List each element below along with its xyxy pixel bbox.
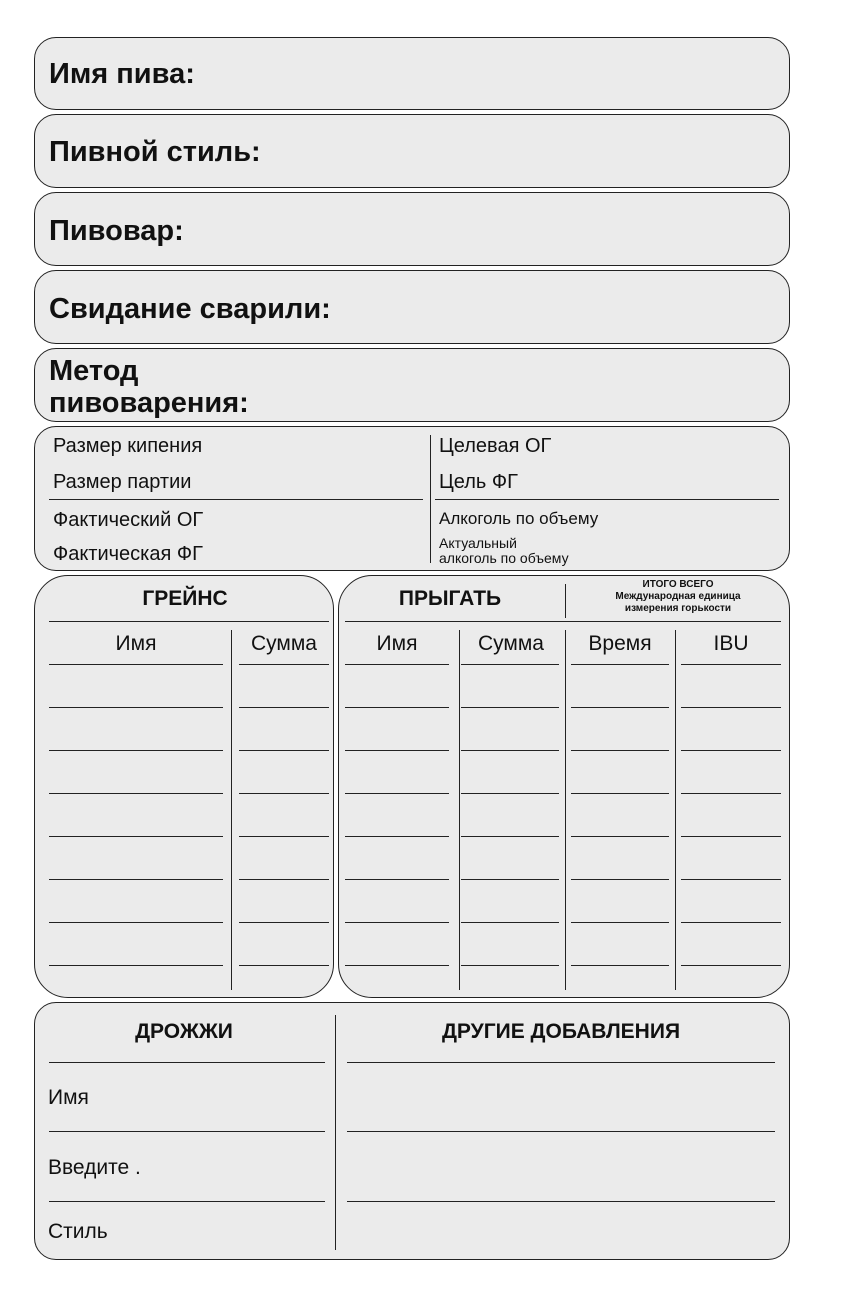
table-row-line[interactable] [239, 836, 329, 837]
table-row-line[interactable] [345, 664, 449, 665]
grains-header-line [49, 621, 329, 622]
table-row-line[interactable] [239, 664, 329, 665]
table-row-line[interactable] [571, 922, 669, 923]
actual-abv-label-2: алкоголь по объему [439, 550, 569, 566]
table-row-line[interactable] [681, 922, 781, 923]
table-row-line[interactable] [461, 965, 559, 966]
brewer-label: Пивовар: [49, 215, 184, 247]
gravity-vertical-divider [430, 435, 431, 563]
yeast-title: ДРОЖЖИ [135, 1020, 233, 1043]
target-og-label: Целевая ОГ [439, 435, 552, 457]
hops-section [338, 575, 790, 998]
table-row-line[interactable] [345, 793, 449, 794]
brew-date-field[interactable] [34, 270, 790, 344]
table-row-line[interactable] [239, 965, 329, 966]
table-row-line[interactable] [461, 922, 559, 923]
gravity-section [34, 426, 790, 571]
hops-col-time: Время [588, 632, 652, 655]
target-fg-label: Цель ФГ [439, 471, 518, 493]
yeast-other-divider [335, 1015, 336, 1250]
other-line-1 [347, 1062, 775, 1063]
table-row-line[interactable] [345, 879, 449, 880]
ibu-header-line-1: ИТОГО ВСЕГО [642, 579, 714, 590]
grains-col-divider [231, 630, 232, 990]
gravity-divider-left [49, 499, 423, 500]
table-row-line[interactable] [681, 836, 781, 837]
table-row-line[interactable] [461, 750, 559, 751]
batch-size-label: Размер партии [53, 471, 192, 493]
gravity-divider-right [435, 499, 779, 500]
table-row-line[interactable] [239, 922, 329, 923]
table-row-line[interactable] [571, 793, 669, 794]
table-row-line[interactable] [571, 965, 669, 966]
table-row-line[interactable] [681, 879, 781, 880]
other-line-3 [347, 1201, 775, 1202]
beer-style-field[interactable] [34, 114, 790, 188]
table-row-line[interactable] [49, 707, 223, 708]
brew-method-label-2: пивоварения: [49, 387, 249, 419]
table-row-line[interactable] [49, 664, 223, 665]
table-row-line[interactable] [461, 707, 559, 708]
yeast-line-1 [49, 1062, 325, 1063]
table-row-line[interactable] [571, 664, 669, 665]
beer-name-field[interactable] [34, 37, 790, 110]
ibu-header-line-2: Международная единица [615, 591, 741, 602]
table-row-line[interactable] [345, 707, 449, 708]
other-line-2 [347, 1131, 775, 1132]
hops-col-divider-1 [459, 630, 460, 990]
hops-col-ibu: IBU [713, 632, 749, 655]
table-row-line[interactable] [49, 793, 223, 794]
grains-title: ГРЕЙНС [142, 587, 228, 610]
yeast-type-label: Введите . [48, 1156, 141, 1179]
hops-title: ПРЫГАТЬ [398, 587, 502, 610]
table-row-line[interactable] [239, 707, 329, 708]
hops-ibu-header-divider [565, 584, 566, 618]
table-row-line[interactable] [681, 664, 781, 665]
table-row-line[interactable] [345, 836, 449, 837]
table-row-line[interactable] [681, 793, 781, 794]
yeast-other-section [34, 1002, 790, 1260]
table-row-line[interactable] [571, 836, 669, 837]
table-row-line[interactable] [239, 750, 329, 751]
hops-ibu-header [567, 579, 789, 615]
table-row-line[interactable] [239, 879, 329, 880]
table-row-line[interactable] [571, 707, 669, 708]
table-row-line[interactable] [681, 750, 781, 751]
boil-size-label: Размер кипения [53, 435, 203, 457]
table-row-line[interactable] [571, 750, 669, 751]
brew-date-label: Свидание сварили: [49, 293, 331, 325]
other-additions-title: ДРУГИЕ ДОБАВЛЕНИЯ [441, 1020, 681, 1043]
hops-col-divider-3 [675, 630, 676, 990]
table-row-line[interactable] [461, 836, 559, 837]
grains-section [34, 575, 334, 998]
table-row-line[interactable] [461, 664, 559, 665]
table-row-line[interactable] [345, 922, 449, 923]
abv-label: Алкоголь по объему [439, 509, 599, 528]
table-row-line[interactable] [49, 879, 223, 880]
actual-fg-label: Фактическая ФГ [53, 543, 203, 565]
hops-header-line [345, 621, 781, 622]
hops-col-divider-2 [565, 630, 566, 990]
yeast-line-3 [49, 1201, 325, 1202]
beer-name-label: Имя пива: [49, 58, 195, 90]
table-row-line[interactable] [681, 707, 781, 708]
hops-col-name: Имя [376, 632, 418, 655]
ibu-header-line-3: измерения горькости [624, 603, 732, 614]
table-row-line[interactable] [461, 879, 559, 880]
table-row-line[interactable] [49, 922, 223, 923]
table-row-line[interactable] [681, 965, 781, 966]
brewer-field[interactable] [34, 192, 790, 266]
table-row-line[interactable] [461, 793, 559, 794]
table-row-line[interactable] [49, 750, 223, 751]
table-row-line[interactable] [49, 836, 223, 837]
table-row-line[interactable] [49, 965, 223, 966]
actual-abv-label-1: Актуальный [439, 535, 517, 551]
beer-style-label: Пивной стиль: [49, 136, 261, 168]
table-row-line[interactable] [345, 965, 449, 966]
brew-method-field[interactable] [34, 348, 790, 422]
table-row-line[interactable] [239, 793, 329, 794]
hops-col-amount: Сумма [478, 632, 544, 655]
actual-og-label: Фактический ОГ [53, 509, 204, 531]
brew-method-label-1: Метод [49, 355, 139, 387]
yeast-name-label: Имя [48, 1086, 89, 1109]
yeast-style-label: Стиль [48, 1220, 108, 1243]
yeast-line-2 [49, 1131, 325, 1132]
grains-col-name: Имя [115, 632, 157, 655]
table-row-line[interactable] [571, 879, 669, 880]
grains-col-amount: Сумма [251, 632, 317, 655]
table-row-line[interactable] [345, 750, 449, 751]
